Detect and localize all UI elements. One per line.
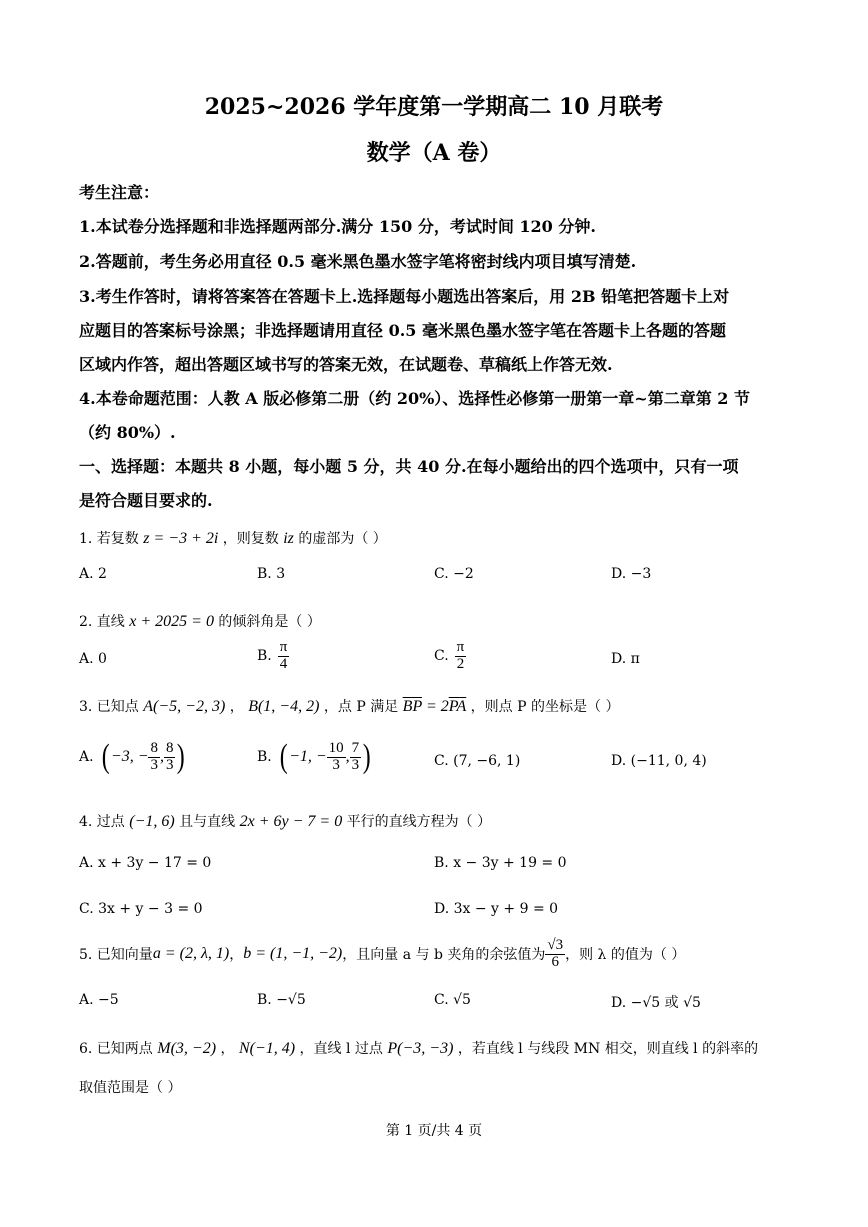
q3-option-b-num-1: 10 [328, 739, 344, 756]
q5-prefix: 5. 已知向量 [79, 947, 153, 964]
q3-option-a-num-1: 8 [150, 739, 158, 756]
notice-item-3c: 区域内作答，超出答题区域书写的答案无效，在试题卷、草稿纸上作答无效. [79, 355, 613, 374]
q3-option-a-num-2: 8 [165, 739, 174, 756]
q2-option-d: D. π [611, 651, 640, 667]
q3-option-a-prefix: −3, − [110, 748, 149, 765]
q3-option-b-num-2: 7 [351, 739, 360, 756]
question-2 [79, 611, 321, 631]
question-5 [79, 938, 685, 971]
q4-option-d: D. 3x − y + 9 = 0 [434, 901, 559, 917]
question-4 [79, 811, 491, 831]
q3-separator: ， [229, 699, 244, 715]
q3-option-a-fraction-1 [148, 741, 160, 774]
q4-mid: 且与直线 [179, 814, 236, 830]
q2-prefix: 2. 直线 [79, 614, 125, 630]
q3-mid: ，点 P 满足 [323, 699, 399, 715]
q3-vector-pa: $\overline{PA}$ [448, 698, 467, 715]
q2-option-b-numerator: π [279, 639, 288, 655]
notice-item-3a: 3.考生作答时，请将答案答在答题卡上.选择题每小题选出答案后，用 2B 铅笔把答题卡上对 [79, 287, 730, 306]
exam-subtitle: 数学（A 卷） [366, 140, 502, 166]
q6-prefix: 6. 已知两点 [79, 1041, 153, 1057]
notice-item-2: 2.答题前，考生务必用直径 0.5 毫米黑色墨水签字笔将密封线内项目填写清楚. [79, 252, 637, 271]
q1-expression: z = −3 + 2i [143, 530, 219, 547]
q2-option-b-denominator: 4 [279, 655, 288, 672]
q5-suffix: ，则 λ 的值为（ ） [565, 947, 686, 964]
q5-option-b: B. −√5 [257, 992, 306, 1008]
q2-expression: x + 2025 = 0 [129, 613, 214, 630]
question-1 [79, 528, 387, 548]
notice-item-4b: （约 80%）. [79, 423, 176, 442]
q3-option-b-prefix: −1, − [289, 748, 327, 765]
q3-suffix: ，则点 P 的坐标是（ ） [470, 699, 620, 715]
q3-option-b-fraction-1 [327, 741, 346, 774]
question-6 [79, 1038, 758, 1058]
q3-option-a-label: A. [79, 749, 94, 765]
q2-option-c-fraction [455, 640, 467, 673]
q4-suffix: 平行的直线方程为（ ） [346, 814, 492, 830]
q3-option-b-den-1: 3 [332, 756, 340, 773]
q3-option-b-den-2: 3 [351, 756, 360, 773]
q3-prefix: 3. 已知点 [79, 699, 139, 715]
q3-option-c: C. (7, −6, 1) [434, 753, 521, 769]
q2-option-b [257, 640, 289, 673]
q3-point-a: A(−5, −2, 3) [143, 698, 226, 715]
q3-option-a-den-1: 3 [150, 756, 158, 773]
right-paren-icon: ) [362, 738, 371, 775]
q3-equals: = 2 [421, 698, 449, 715]
q5-cosine-fraction [545, 938, 565, 971]
q6-suffix: ，若直线 l 与线段 MN 相交，则直线 l 的斜率的 [457, 1041, 759, 1057]
q4-option-c: C. 3x + y − 3 = 0 [79, 901, 203, 917]
q2-option-a: A. 0 [79, 651, 107, 667]
q6-point-p: P(−3, −3) [387, 1040, 454, 1057]
q5-option-a: A. −5 [79, 992, 119, 1008]
q1-option-b: B. 3 [257, 566, 286, 582]
q3-option-a-fraction-2 [164, 741, 176, 774]
q2-option-c-label: C. [434, 648, 449, 665]
section-heading-line1: 一、选择题：本题共 8 小题，每小题 5 分，共 40 分.在每小题给出的四个选项中，只有一项 [79, 457, 739, 476]
q3-option-b [257, 740, 373, 774]
exam-title: 2025~2026 学年度第一学期高二 10 月联考 [204, 94, 664, 120]
q5-vector-b: b = (1, −1, −2) [243, 945, 343, 963]
notice-item-3b: 应题目的答案标号涂黑；非选择题请用直径 0.5 毫米黑色墨水签字笔在答题卡上各题的答题 [79, 321, 726, 340]
q3-option-a-comma: , [159, 748, 164, 765]
q3-option-b-fraction-2 [350, 741, 362, 774]
notice-item-4a: 4.本卷命题范围：人教 A 版必修第二册（约 20%）、选择性必修第一册第一章~第二章第 2 节 [79, 389, 750, 408]
q1-option-c: C. −2 [434, 566, 474, 582]
q6-separator: ， [220, 1041, 235, 1057]
q3-option-b-comma: , [345, 748, 350, 765]
q5-option-d: D. −√5 或 √5 [611, 995, 701, 1011]
left-paren-icon: ( [279, 738, 288, 775]
q3-option-a [79, 740, 187, 774]
q4-option-b: B. x − 3y + 19 = 0 [434, 855, 567, 871]
q6-mid: ，直线 l 过点 [299, 1041, 383, 1057]
q1-suffix: 的虚部为（ ） [298, 531, 387, 547]
right-paren-icon: ) [177, 738, 186, 775]
q5-option-c: C. √5 [434, 992, 471, 1008]
q6-point-m: M(3, −2) [157, 1040, 217, 1057]
q1-option-a: A. 2 [79, 566, 107, 582]
notice-heading: 考生注意： [79, 183, 160, 202]
q5-cosine-numerator: √3 [547, 937, 564, 953]
q1-mid: ，则复数 [222, 531, 279, 547]
q2-option-b-label: B. [257, 648, 272, 665]
q4-point: (−1, 6) [129, 813, 175, 830]
q3-option-a-den-2: 3 [165, 756, 174, 773]
q3-vector-bp: $\overline{BP}$ [402, 698, 422, 715]
left-paren-icon: ( [101, 738, 110, 775]
q5-cosine-denominator: 6 [551, 953, 559, 970]
q5-separator: ， [229, 947, 244, 964]
q2-option-c-denominator: 2 [456, 655, 465, 672]
q4-option-a: A. x + 3y − 17 = 0 [79, 855, 212, 871]
q6-point-n: N(−1, 4) [238, 1040, 296, 1057]
q2-option-b-fraction [278, 640, 290, 673]
q3-option-d: D. (−11, 0, 4) [611, 753, 707, 769]
q3-point-b: B(1, −4, 2) [248, 698, 320, 715]
q2-option-c-numerator: π [456, 639, 465, 655]
q2-suffix: 的倾斜角是（ ） [218, 614, 321, 630]
page-number: 第 1 页/共 4 页 [385, 1123, 483, 1139]
q1-prefix: 1. 若复数 [79, 531, 139, 547]
q4-prefix: 4. 过点 [79, 814, 125, 830]
q5-vector-a: a = (2, λ, 1) [152, 945, 230, 963]
question-3 [79, 696, 619, 716]
notice-item-1: 1.本试卷分选择题和非选择题两部分.满分 150 分，考试时间 120 分钟. [79, 217, 596, 236]
q3-option-b-label: B. [257, 749, 272, 765]
q2-option-c [434, 640, 466, 673]
q1-expression-2: iz [283, 530, 294, 547]
q4-expression: 2x + 6y − 7 = 0 [239, 813, 343, 830]
section-heading-line2: 是符合题目要求的. [79, 491, 213, 510]
q5-mid: ，且向量 a 与 b 夹角的余弦值为 [342, 947, 546, 964]
q1-option-d: D. −3 [611, 566, 652, 582]
question-6-line-2: 取值范围是（ ） [79, 1080, 182, 1096]
